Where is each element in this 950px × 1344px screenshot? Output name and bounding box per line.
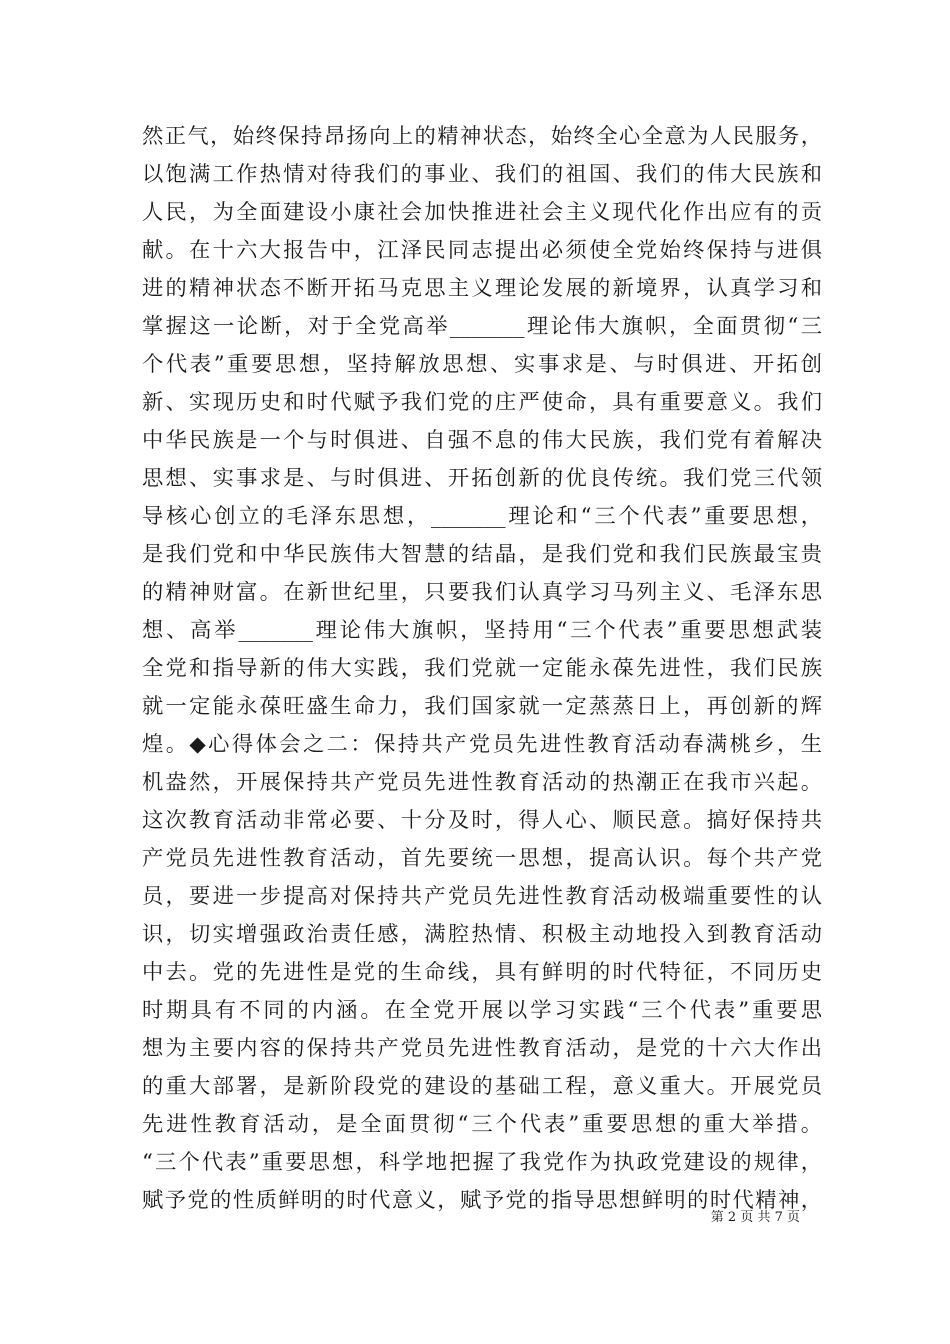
text-line: 这次教育活动非常必要、十分及时，得人心、顺民意。搞好保持共	[142, 808, 822, 833]
text-line: 然正气，始终保持昂扬向上的精神状态，始终全心全意为人民服务，	[142, 124, 822, 149]
text-line: 人民，为全面建设小康社会加快推进社会主义现代化作出应有的贡	[142, 200, 822, 225]
text-line: 先进性教育活动，是全面贯彻“三个代表”重要思想的重大举措。	[142, 1112, 822, 1137]
text-line: 进的精神状态不断开拓马克思主义理论发展的新境界，认真学习和	[142, 276, 822, 301]
text-line: 全党和指导新的伟大实践，我们党就一定能永葆先进性，我们民族	[142, 656, 822, 681]
text-line: 个代表”重要思想，坚持解放思想、实事求是、与时俱进、开拓创	[142, 352, 822, 377]
text-line: 中华民族是一个与时俱进、自强不息的伟大民族，我们党有着解决	[142, 428, 822, 453]
text-line: 的重大部署，是新阶段党的建设的基础工程，意义重大。开展党员	[142, 1074, 822, 1099]
text-line: 赋予党的性质鲜明的时代意义，赋予党的指导思想鲜明的时代精神，	[142, 1188, 822, 1213]
text-line: 以饱满工作热情对待我们的事业、我们的祖国、我们的伟大民族和	[142, 162, 822, 187]
page-footer: 第 2 页 共 7 页	[710, 1210, 800, 1225]
text-line: 识，切实增强政治责任感，满腔热情、积极主动地投入到教育活动	[142, 922, 822, 947]
text-line: 的精神财富。在新世纪里，只要我们认真学习马列主义、毛泽东思	[142, 580, 822, 605]
text-line: 是我们党和中华民族伟大智慧的结晶，是我们党和我们民族最宝贵	[142, 542, 822, 567]
text-line: 煌。◆心得体会之二：保持共产党员先进性教育活动春满桃乡，生	[142, 732, 822, 757]
text-line: 献。在十六大报告中，江泽民同志提出必须使全党始终保持与进俱	[142, 238, 822, 263]
body-text	[142, 118, 822, 1220]
text-line: 掌握这一论断，对于全党高举_______理论伟大旗帜，全面贯彻“三	[142, 314, 822, 339]
text-line: 思想、实事求是、与时俱进、开拓创新的优良传统。我们党三代领	[142, 466, 822, 491]
text-line: 想为主要内容的保持共产党员先进性教育活动，是党的十六大作出	[142, 1036, 822, 1061]
text-line: 想、高举_______理论伟大旗帜，坚持用“三个代表”重要思想武装	[142, 618, 822, 643]
text-line: “三个代表”重要思想，科学地把握了我党作为执政党建设的规律，	[142, 1150, 822, 1175]
text-line: 机盎然，开展保持共产党员先进性教育活动的热潮正在我市兴起。	[142, 770, 822, 795]
text-line: 导核心创立的毛泽东思想，_______理论和“三个代表”重要思想，	[142, 504, 822, 529]
text-line: 中去。党的先进性是党的生命线，具有鲜明的时代特征，不同历史	[142, 960, 822, 985]
text-line: 就一定能永葆旺盛生命力，我们国家就一定蒸蒸日上，再创新的辉	[142, 694, 822, 719]
text-line: 时期具有不同的内涵。在全党开展以学习实践“三个代表”重要思	[142, 998, 822, 1023]
text-line: 产党员先进性教育活动，首先要统一思想，提高认识。每个共产党	[142, 846, 822, 871]
text-line: 新、实现历史和时代赋予我们党的庄严使命，具有重要意义。我们	[142, 390, 822, 415]
text-line: 员，要进一步提高对保持共产党员先进性教育活动极端重要性的认	[142, 884, 822, 909]
